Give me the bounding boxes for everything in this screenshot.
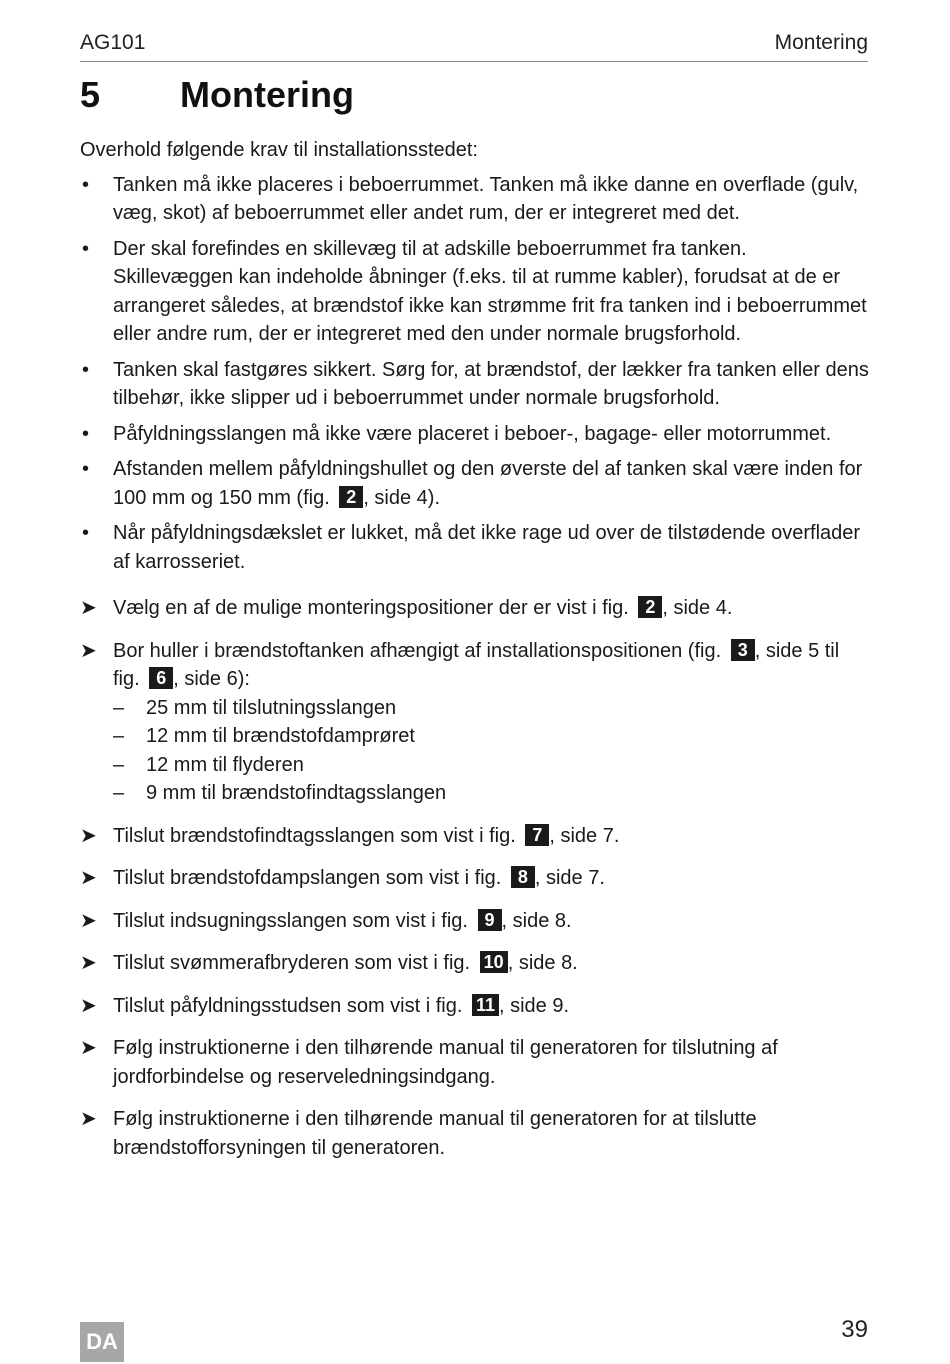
step-text-end: , side 7. [534,867,605,889]
step-text: Følg instruktionerne i den tilhørende manual til generatoren for tilslutning af jordforbindelse og reserveledningsindgang. [113,1037,778,1088]
step-text: Følg instruktionerne i den tilhørende manual til generatoren for at tilslutte brændstofforsyningen til generatoren. [113,1108,757,1159]
arrow-icon: ➤ [80,994,97,1017]
running-header [80,31,868,62]
step-item [80,1034,870,1091]
arrow-icon: ➤ [80,639,97,662]
requirements-list [80,171,870,577]
step-text: Tilslut brændstofdampslangen som vist i fig. [113,867,502,889]
bullet-icon: • [82,173,90,196]
figure-ref: 11 [472,994,499,1016]
requirement-text: Tanken må ikke placeres i beboerrummet. Tanken må ikke danne en overflade (gulv, væg, skot) af beboerrummet eller andet rum, der er integreret med det. [113,173,859,224]
hole-size-text: 12 mm til flyderen [146,753,304,776]
figure-ref: 8 [511,866,535,888]
chapter-heading [80,74,354,116]
step-text-end: , side 8. [501,909,572,932]
dash-icon: – [113,782,125,804]
arrow-icon: ➤ [80,824,97,847]
arrow-icon: ➤ [80,1037,97,1059]
header-section: Montering [774,31,868,54]
bullet-icon: • [82,522,90,544]
intro-text: Overhold følgende krav til installationsstedet: [80,139,478,161]
step-text: Bor huller i brændstoftanken afhængigt af installationspositionen (fig. [113,639,722,662]
requirement-item [80,519,870,576]
step-text-end: , side 4. [662,597,733,619]
step-text-mid: , side 5 til fig. [113,639,840,690]
figure-ref: 3 [731,639,755,661]
step-item [80,637,870,808]
requirement-item [80,235,870,349]
step-item [80,594,870,623]
hole-size-text: 12 mm til brændstofdamprøret [146,725,415,747]
hole-size-item [113,751,870,780]
step-text: Vælg en af de mulige monteringspositioner der er vist i fig. [113,597,629,619]
step-text-end: , side 9. [499,994,570,1017]
arrow-icon: ➤ [80,1108,97,1130]
step-text-end: , side 6): [173,668,250,690]
requirement-text: Der skal forefindes en skillevæg til at adskille beboerrummet fra tanken. Skillevæggen kan indeholde åbninger (f.eks. til at rumme kabler), forudsat at de er arrangeret således, at brændstof ikke kan strømme frit fra tanken ind i beboerrummet eller andre rum, der er integreret med den under normale brugsforhold. [113,237,867,345]
language-badge: DA [80,1322,124,1362]
requirement-item [80,455,870,512]
requirement-text: Afstanden mellem påfyldningshullet og den øverste del af tanken skal være inden for 100 mm og 150 mm (fig. [113,458,863,509]
hole-size-item [113,779,870,808]
step-text: Tilslut påfyldningsstudsen som vist i fig. [113,994,463,1017]
requirement-text: Påfyldningsslangen må ikke være placeret i beboer-, bagage- eller motorrummet. [113,422,832,445]
requirement-text: Når påfyldningsdækslet er lukket, må det ikke rage ud over de tilstødende overflader af karrosseriet. [113,522,861,573]
step-item [80,864,870,893]
arrow-icon: ➤ [80,909,97,932]
figure-ref: 9 [478,909,502,931]
dash-icon: – [113,725,125,747]
step-item [80,907,870,936]
instruction-steps [80,594,870,1162]
bullet-icon: • [82,458,90,480]
arrow-icon: ➤ [80,867,97,889]
hole-size-text: 9 mm til brændstofindtagsslangen [146,782,447,804]
page-number: 39 [841,1316,868,1343]
step-text: Tilslut svømmerafbryderen som vist i fig. [113,952,471,974]
requirement-item [80,171,870,228]
figure-ref: 2 [339,486,363,508]
figure-ref: 7 [525,824,549,846]
requirement-item [80,420,870,449]
step-item [80,992,870,1021]
main-content [80,136,870,1176]
bullet-icon: • [82,358,90,381]
hole-size-list [113,694,870,808]
figure-ref: 10 [480,951,508,973]
step-item [80,1105,870,1162]
step-item [80,822,870,851]
step-text-end: , side 8. [507,952,578,974]
requirement-text-end: , side 4). [363,486,441,509]
figure-ref: 6 [149,667,173,689]
header-product: AG101 [80,31,146,54]
arrow-icon: ➤ [80,597,97,619]
step-text-end: , side 7. [549,824,620,847]
step-text: Tilslut indsugningsslangen som vist i fig. [113,909,468,932]
hole-size-item [113,722,870,751]
dash-icon: – [113,696,125,719]
bullet-icon: • [82,237,90,260]
step-text: Tilslut brændstofindtagsslangen som vist i fig. [113,824,516,847]
chapter-number: 5 [80,74,101,115]
requirement-item [80,356,870,413]
requirement-text: Tanken skal fastgøres sikkert. Sørg for, at brændstof, der lækker fra tanken eller dens tilbehør, ikke slipper ud i beboerrummet under normale brugsforhold. [113,358,869,409]
step-item [80,949,870,978]
bullet-icon: • [82,422,90,445]
figure-ref: 2 [638,596,662,618]
arrow-icon: ➤ [80,952,97,974]
hole-size-text: 25 mm til tilslutningsslangen [146,696,397,719]
chapter-title: Montering [180,74,354,115]
dash-icon: – [113,753,125,776]
hole-size-item [113,694,870,723]
